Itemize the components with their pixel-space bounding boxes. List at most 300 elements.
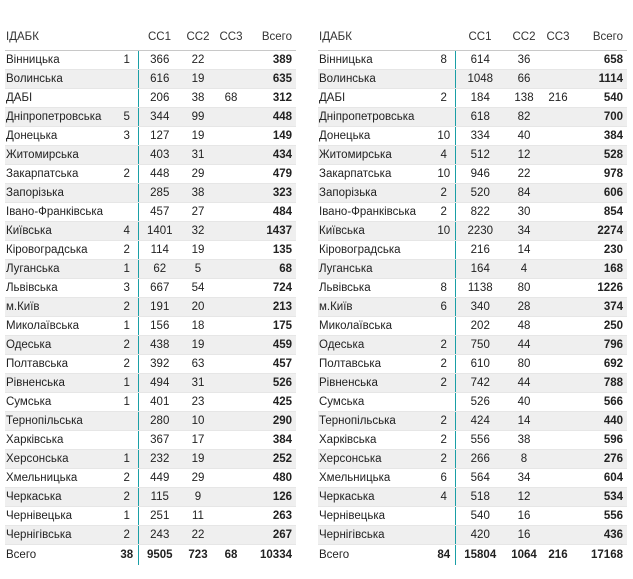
cc3-cell	[543, 298, 573, 317]
count-cell: 2	[116, 165, 138, 184]
total-sum: 17168	[573, 545, 627, 566]
table-row[interactable]	[5, 222, 296, 241]
cc2-cell: 44	[505, 374, 543, 393]
cc1-cell: 540	[455, 507, 505, 526]
cc2-cell: 17	[181, 431, 215, 450]
total-cell: 126	[247, 488, 296, 507]
table-row[interactable]	[318, 412, 627, 431]
region-cell: Вінницька	[318, 51, 433, 70]
region-cell: м.Київ	[318, 298, 433, 317]
right-table	[318, 24, 627, 565]
cc2-cell: 28	[505, 298, 543, 317]
cc2-cell: 29	[181, 469, 215, 488]
count-cell	[116, 412, 138, 431]
region-cell: Сумська	[318, 393, 433, 412]
cc3-cell	[215, 165, 247, 184]
column-header-cc3[interactable]: СС3	[215, 24, 247, 51]
cc1-cell: 243	[138, 526, 181, 545]
table-row[interactable]	[5, 146, 296, 165]
cc3-cell	[543, 184, 573, 203]
total-cell: 149	[247, 127, 296, 146]
count-cell: 4	[116, 222, 138, 241]
cc1-cell: 424	[455, 412, 505, 431]
table-row[interactable]	[5, 108, 296, 127]
cc2-cell: 40	[505, 127, 543, 146]
cc2-cell: 4	[505, 260, 543, 279]
table-row[interactable]	[318, 336, 627, 355]
region-cell: Волинська	[5, 70, 116, 89]
cc1-cell: 62	[138, 260, 181, 279]
cc1-cell: 512	[455, 146, 505, 165]
cc3-cell	[543, 469, 573, 488]
column-header-cc1[interactable]: СС1	[455, 24, 505, 51]
total-cell: 724	[247, 279, 296, 298]
table-row[interactable]	[5, 279, 296, 298]
region-cell: Хмельницька	[318, 469, 433, 488]
count-cell: 1	[116, 51, 138, 70]
table-row[interactable]	[318, 203, 627, 222]
cc2-cell: 10	[181, 412, 215, 431]
region-cell: Миколаївська	[5, 317, 116, 336]
table-row[interactable]	[318, 51, 627, 70]
count-cell: 2	[433, 374, 455, 393]
table-row[interactable]	[318, 450, 627, 469]
cc3-cell	[215, 469, 247, 488]
cc2-cell: 22	[181, 51, 215, 70]
region-cell: Херсонська	[318, 450, 433, 469]
cc1-cell: 742	[455, 374, 505, 393]
count-cell: 2	[116, 298, 138, 317]
table-row[interactable]	[318, 146, 627, 165]
count-cell: 1	[116, 393, 138, 412]
cc3-cell	[543, 51, 573, 70]
cc2-cell: 23	[181, 393, 215, 412]
table-row[interactable]	[318, 355, 627, 374]
cc2-cell: 27	[181, 203, 215, 222]
column-header-cc1[interactable]: СС1	[138, 24, 181, 51]
table-row[interactable]	[318, 89, 627, 108]
count-cell: 4	[433, 146, 455, 165]
total-cc3: 68	[215, 545, 247, 566]
cc2-cell: 9	[181, 488, 215, 507]
total-cell: 854	[573, 203, 627, 222]
total-cell: 374	[573, 298, 627, 317]
cc1-cell: 946	[455, 165, 505, 184]
cc3-cell	[215, 203, 247, 222]
count-cell: 10	[433, 127, 455, 146]
cc2-cell: 63	[181, 355, 215, 374]
count-cell: 2	[433, 355, 455, 374]
cc1-cell: 191	[138, 298, 181, 317]
cc1-cell: 822	[455, 203, 505, 222]
region-cell: Харківська	[5, 431, 116, 450]
table-row[interactable]	[318, 108, 627, 127]
count-cell: 1	[116, 317, 138, 336]
cc3-cell	[215, 412, 247, 431]
region-cell: Запорізька	[5, 184, 116, 203]
table-row[interactable]	[5, 526, 296, 545]
total-count: 38	[116, 545, 138, 566]
total-cell: 635	[247, 70, 296, 89]
left-table	[5, 24, 296, 565]
total-cc3: 216	[543, 545, 573, 566]
cc1-cell: 556	[455, 431, 505, 450]
count-cell: 6	[433, 469, 455, 488]
cc1-cell: 401	[138, 393, 181, 412]
cc1-cell: 520	[455, 184, 505, 203]
region-cell: Одеська	[318, 336, 433, 355]
region-cell: Луганська	[318, 260, 433, 279]
cc3-cell	[543, 108, 573, 127]
cc2-cell: 16	[505, 507, 543, 526]
region-cell: Волинська	[318, 70, 433, 89]
cc2-cell: 82	[505, 108, 543, 127]
table-row[interactable]	[5, 431, 296, 450]
region-cell: Черкаська	[5, 488, 116, 507]
total-cell: 2274	[573, 222, 627, 241]
cc1-cell: 334	[455, 127, 505, 146]
cc1-cell: 206	[138, 89, 181, 108]
table-row[interactable]	[318, 393, 627, 412]
column-header-total[interactable]: Всего	[573, 24, 627, 51]
cc2-cell: 36	[505, 51, 543, 70]
count-cell: 4	[433, 488, 455, 507]
column-header-region[interactable]: ІДАБК	[5, 24, 116, 51]
cc2-cell: 19	[181, 241, 215, 260]
count-cell: 2	[433, 412, 455, 431]
cc3-cell	[215, 108, 247, 127]
count-cell	[116, 184, 138, 203]
total-cell: 459	[247, 336, 296, 355]
total-cell: 175	[247, 317, 296, 336]
table-row[interactable]	[318, 526, 627, 545]
cc1-cell: 457	[138, 203, 181, 222]
cc1-cell: 750	[455, 336, 505, 355]
cc3-cell	[543, 431, 573, 450]
total-cell: 1114	[573, 70, 627, 89]
cc2-cell: 20	[181, 298, 215, 317]
cc3-cell	[543, 146, 573, 165]
cc2-cell: 138	[505, 89, 543, 108]
table-row[interactable]	[5, 203, 296, 222]
column-header-total[interactable]: Всего	[247, 24, 296, 51]
table-row[interactable]	[5, 393, 296, 412]
cc2-cell: 54	[181, 279, 215, 298]
cc1-cell: 184	[455, 89, 505, 108]
cc2-cell: 66	[505, 70, 543, 89]
region-cell: Одеська	[5, 336, 116, 355]
cc3-cell	[543, 393, 573, 412]
region-cell: Дніпропетровська	[5, 108, 116, 127]
region-cell: Херсонська	[5, 450, 116, 469]
count-cell	[433, 507, 455, 526]
cc1-cell: 403	[138, 146, 181, 165]
table-row[interactable]	[5, 260, 296, 279]
table-row[interactable]	[318, 469, 627, 488]
total-cc1: 9505	[138, 545, 181, 566]
table-row[interactable]	[5, 336, 296, 355]
cc3-cell	[543, 203, 573, 222]
total-cell: 788	[573, 374, 627, 393]
count-cell: 5	[116, 108, 138, 127]
table-row[interactable]	[5, 165, 296, 184]
cc1-cell: 667	[138, 279, 181, 298]
total-cc2: 723	[181, 545, 215, 566]
cc3-cell	[215, 507, 247, 526]
cc1-cell: 1138	[455, 279, 505, 298]
cc2-cell: 34	[505, 222, 543, 241]
total-cell: 135	[247, 241, 296, 260]
cc2-cell: 14	[505, 412, 543, 431]
count-cell	[433, 241, 455, 260]
table-row[interactable]	[318, 488, 627, 507]
total-cell: 323	[247, 184, 296, 203]
total-cell: 168	[573, 260, 627, 279]
total-cell: 252	[247, 450, 296, 469]
region-cell: ДАБІ	[318, 89, 433, 108]
region-cell: Кіровоградська	[5, 241, 116, 260]
count-cell	[433, 317, 455, 336]
table-row[interactable]	[5, 298, 296, 317]
region-cell: Івано-Франківська	[318, 203, 433, 222]
right-table-panel	[318, 24, 627, 565]
cc2-cell: 19	[181, 70, 215, 89]
region-cell: м.Київ	[5, 298, 116, 317]
cc2-cell: 16	[505, 526, 543, 545]
table-row[interactable]	[318, 279, 627, 298]
total-cell: 230	[573, 241, 627, 260]
column-header-cc2[interactable]: СС2	[181, 24, 215, 51]
region-cell: Львівська	[5, 279, 116, 298]
count-cell: 1	[116, 374, 138, 393]
cc3-cell	[543, 526, 573, 545]
cc1-cell: 448	[138, 165, 181, 184]
total-row	[5, 545, 296, 566]
table-row[interactable]	[5, 507, 296, 526]
table-row[interactable]	[5, 412, 296, 431]
total-cell: 250	[573, 317, 627, 336]
cc1-cell: 610	[455, 355, 505, 374]
region-cell: Сумська	[5, 393, 116, 412]
cc2-cell: 22	[181, 526, 215, 545]
region-cell: Харківська	[318, 431, 433, 450]
cc2-cell: 48	[505, 317, 543, 336]
cc1-cell: 367	[138, 431, 181, 450]
region-cell: Хмельницька	[5, 469, 116, 488]
cc3-cell	[215, 431, 247, 450]
cc1-cell: 164	[455, 260, 505, 279]
region-cell: Кіровоградська	[318, 241, 433, 260]
total-cell: 267	[247, 526, 296, 545]
cc3-cell	[215, 222, 247, 241]
region-cell: Київська	[5, 222, 116, 241]
cc2-cell: 40	[505, 393, 543, 412]
table-row[interactable]	[5, 374, 296, 393]
count-cell: 3	[116, 279, 138, 298]
cc2-cell: 14	[505, 241, 543, 260]
total-row	[318, 545, 627, 566]
table-row[interactable]	[5, 70, 296, 89]
total-cc1: 15804	[455, 545, 505, 566]
table-row[interactable]	[5, 488, 296, 507]
cc1-cell: 340	[455, 298, 505, 317]
cc2-cell: 80	[505, 355, 543, 374]
total-cell: 604	[573, 469, 627, 488]
count-cell	[433, 108, 455, 127]
count-cell: 1	[116, 507, 138, 526]
cc1-cell: 280	[138, 412, 181, 431]
cc1-cell: 156	[138, 317, 181, 336]
table-row[interactable]	[5, 355, 296, 374]
cc3-cell: 68	[215, 89, 247, 108]
region-cell: Закарпатська	[5, 165, 116, 184]
total-cell: 528	[573, 146, 627, 165]
cc2-cell: 34	[505, 469, 543, 488]
region-cell: Вінницька	[5, 51, 116, 70]
table-row[interactable]	[318, 241, 627, 260]
table-row[interactable]	[318, 184, 627, 203]
cc1-cell: 285	[138, 184, 181, 203]
cc1-cell: 127	[138, 127, 181, 146]
table-row[interactable]	[318, 70, 627, 89]
cc2-cell: 44	[505, 336, 543, 355]
count-cell: 2	[116, 355, 138, 374]
table-row[interactable]	[318, 298, 627, 317]
cc3-cell	[543, 222, 573, 241]
cc1-cell: 366	[138, 51, 181, 70]
cc1-cell: 266	[455, 450, 505, 469]
total-cell: 425	[247, 393, 296, 412]
total-cell: 389	[247, 51, 296, 70]
cc2-cell: 19	[181, 450, 215, 469]
table-row[interactable]	[5, 127, 296, 146]
cc3-cell	[543, 70, 573, 89]
cc1-cell: 618	[455, 108, 505, 127]
region-cell: Донецька	[5, 127, 116, 146]
total-cell: 526	[247, 374, 296, 393]
count-cell	[116, 203, 138, 222]
cc1-cell: 114	[138, 241, 181, 260]
total-cell: 658	[573, 51, 627, 70]
cc3-cell	[215, 70, 247, 89]
table-row[interactable]	[318, 317, 627, 336]
table-row[interactable]	[318, 222, 627, 241]
cc3-cell	[215, 260, 247, 279]
header-row	[5, 24, 296, 51]
cc1-cell: 251	[138, 507, 181, 526]
column-header-count[interactable]	[116, 24, 138, 51]
cc2-cell: 22	[505, 165, 543, 184]
total-label: Всего	[318, 545, 433, 566]
cc2-cell: 8	[505, 450, 543, 469]
table-row[interactable]	[318, 127, 627, 146]
cc2-cell: 18	[181, 317, 215, 336]
region-cell: Тернопільська	[5, 412, 116, 431]
region-cell: Запорізька	[318, 184, 433, 203]
region-cell: Львівська	[318, 279, 433, 298]
region-cell: Чернівецька	[5, 507, 116, 526]
cc3-cell	[215, 393, 247, 412]
cc3-cell	[215, 374, 247, 393]
cc1-cell: 449	[138, 469, 181, 488]
column-header-count[interactable]	[433, 24, 455, 51]
count-cell: 2	[433, 89, 455, 108]
count-cell: 1	[116, 260, 138, 279]
region-cell: Чернігівська	[5, 526, 116, 545]
table-row[interactable]	[5, 184, 296, 203]
column-header-cc3[interactable]: СС3	[543, 24, 573, 51]
total-cell: 276	[573, 450, 627, 469]
cc2-cell: 19	[181, 127, 215, 146]
total-cell: 213	[247, 298, 296, 317]
total-cell: 457	[247, 355, 296, 374]
cc2-cell: 31	[181, 374, 215, 393]
count-cell	[433, 70, 455, 89]
table-row[interactable]	[5, 317, 296, 336]
table-row[interactable]	[5, 241, 296, 260]
region-cell: Київська	[318, 222, 433, 241]
column-header-region[interactable]: ІДАБК	[318, 24, 433, 51]
column-header-cc2[interactable]: СС2	[505, 24, 543, 51]
count-cell	[116, 89, 138, 108]
cc2-cell: 30	[505, 203, 543, 222]
region-cell: ДАБІ	[5, 89, 116, 108]
total-cell: 68	[247, 260, 296, 279]
table-row[interactable]	[318, 260, 627, 279]
cc3-cell	[543, 488, 573, 507]
count-cell: 6	[433, 298, 455, 317]
region-cell: Рівненська	[318, 374, 433, 393]
total-cell: 440	[573, 412, 627, 431]
cc3-cell	[543, 279, 573, 298]
header-row	[318, 24, 627, 51]
count-cell	[116, 146, 138, 165]
cc3-cell	[215, 317, 247, 336]
cc1-cell: 344	[138, 108, 181, 127]
table-row[interactable]	[318, 431, 627, 450]
region-cell: Чернігівська	[318, 526, 433, 545]
cc3-cell	[543, 507, 573, 526]
total-cell: 384	[247, 431, 296, 450]
cc2-cell: 19	[181, 336, 215, 355]
region-cell: Івано-Франківська	[5, 203, 116, 222]
table-row[interactable]	[318, 374, 627, 393]
cc3-cell	[543, 412, 573, 431]
table-row[interactable]	[5, 450, 296, 469]
cc1-cell: 392	[138, 355, 181, 374]
total-cell: 312	[247, 89, 296, 108]
total-cell: 596	[573, 431, 627, 450]
region-cell: Житомирська	[5, 146, 116, 165]
cc2-cell: 11	[181, 507, 215, 526]
table-row[interactable]	[5, 51, 296, 70]
cc3-cell	[215, 488, 247, 507]
table-row[interactable]	[318, 165, 627, 184]
total-cell: 263	[247, 507, 296, 526]
cc2-cell: 38	[505, 431, 543, 450]
cc2-cell: 31	[181, 146, 215, 165]
region-cell: Луганська	[5, 260, 116, 279]
cc3-cell	[215, 279, 247, 298]
count-cell	[433, 526, 455, 545]
region-cell: Полтавська	[5, 355, 116, 374]
count-cell	[433, 260, 455, 279]
table-row[interactable]	[318, 507, 627, 526]
cc1-cell: 526	[455, 393, 505, 412]
table-row[interactable]	[5, 89, 296, 108]
table-row[interactable]	[5, 469, 296, 488]
cc3-cell	[215, 336, 247, 355]
